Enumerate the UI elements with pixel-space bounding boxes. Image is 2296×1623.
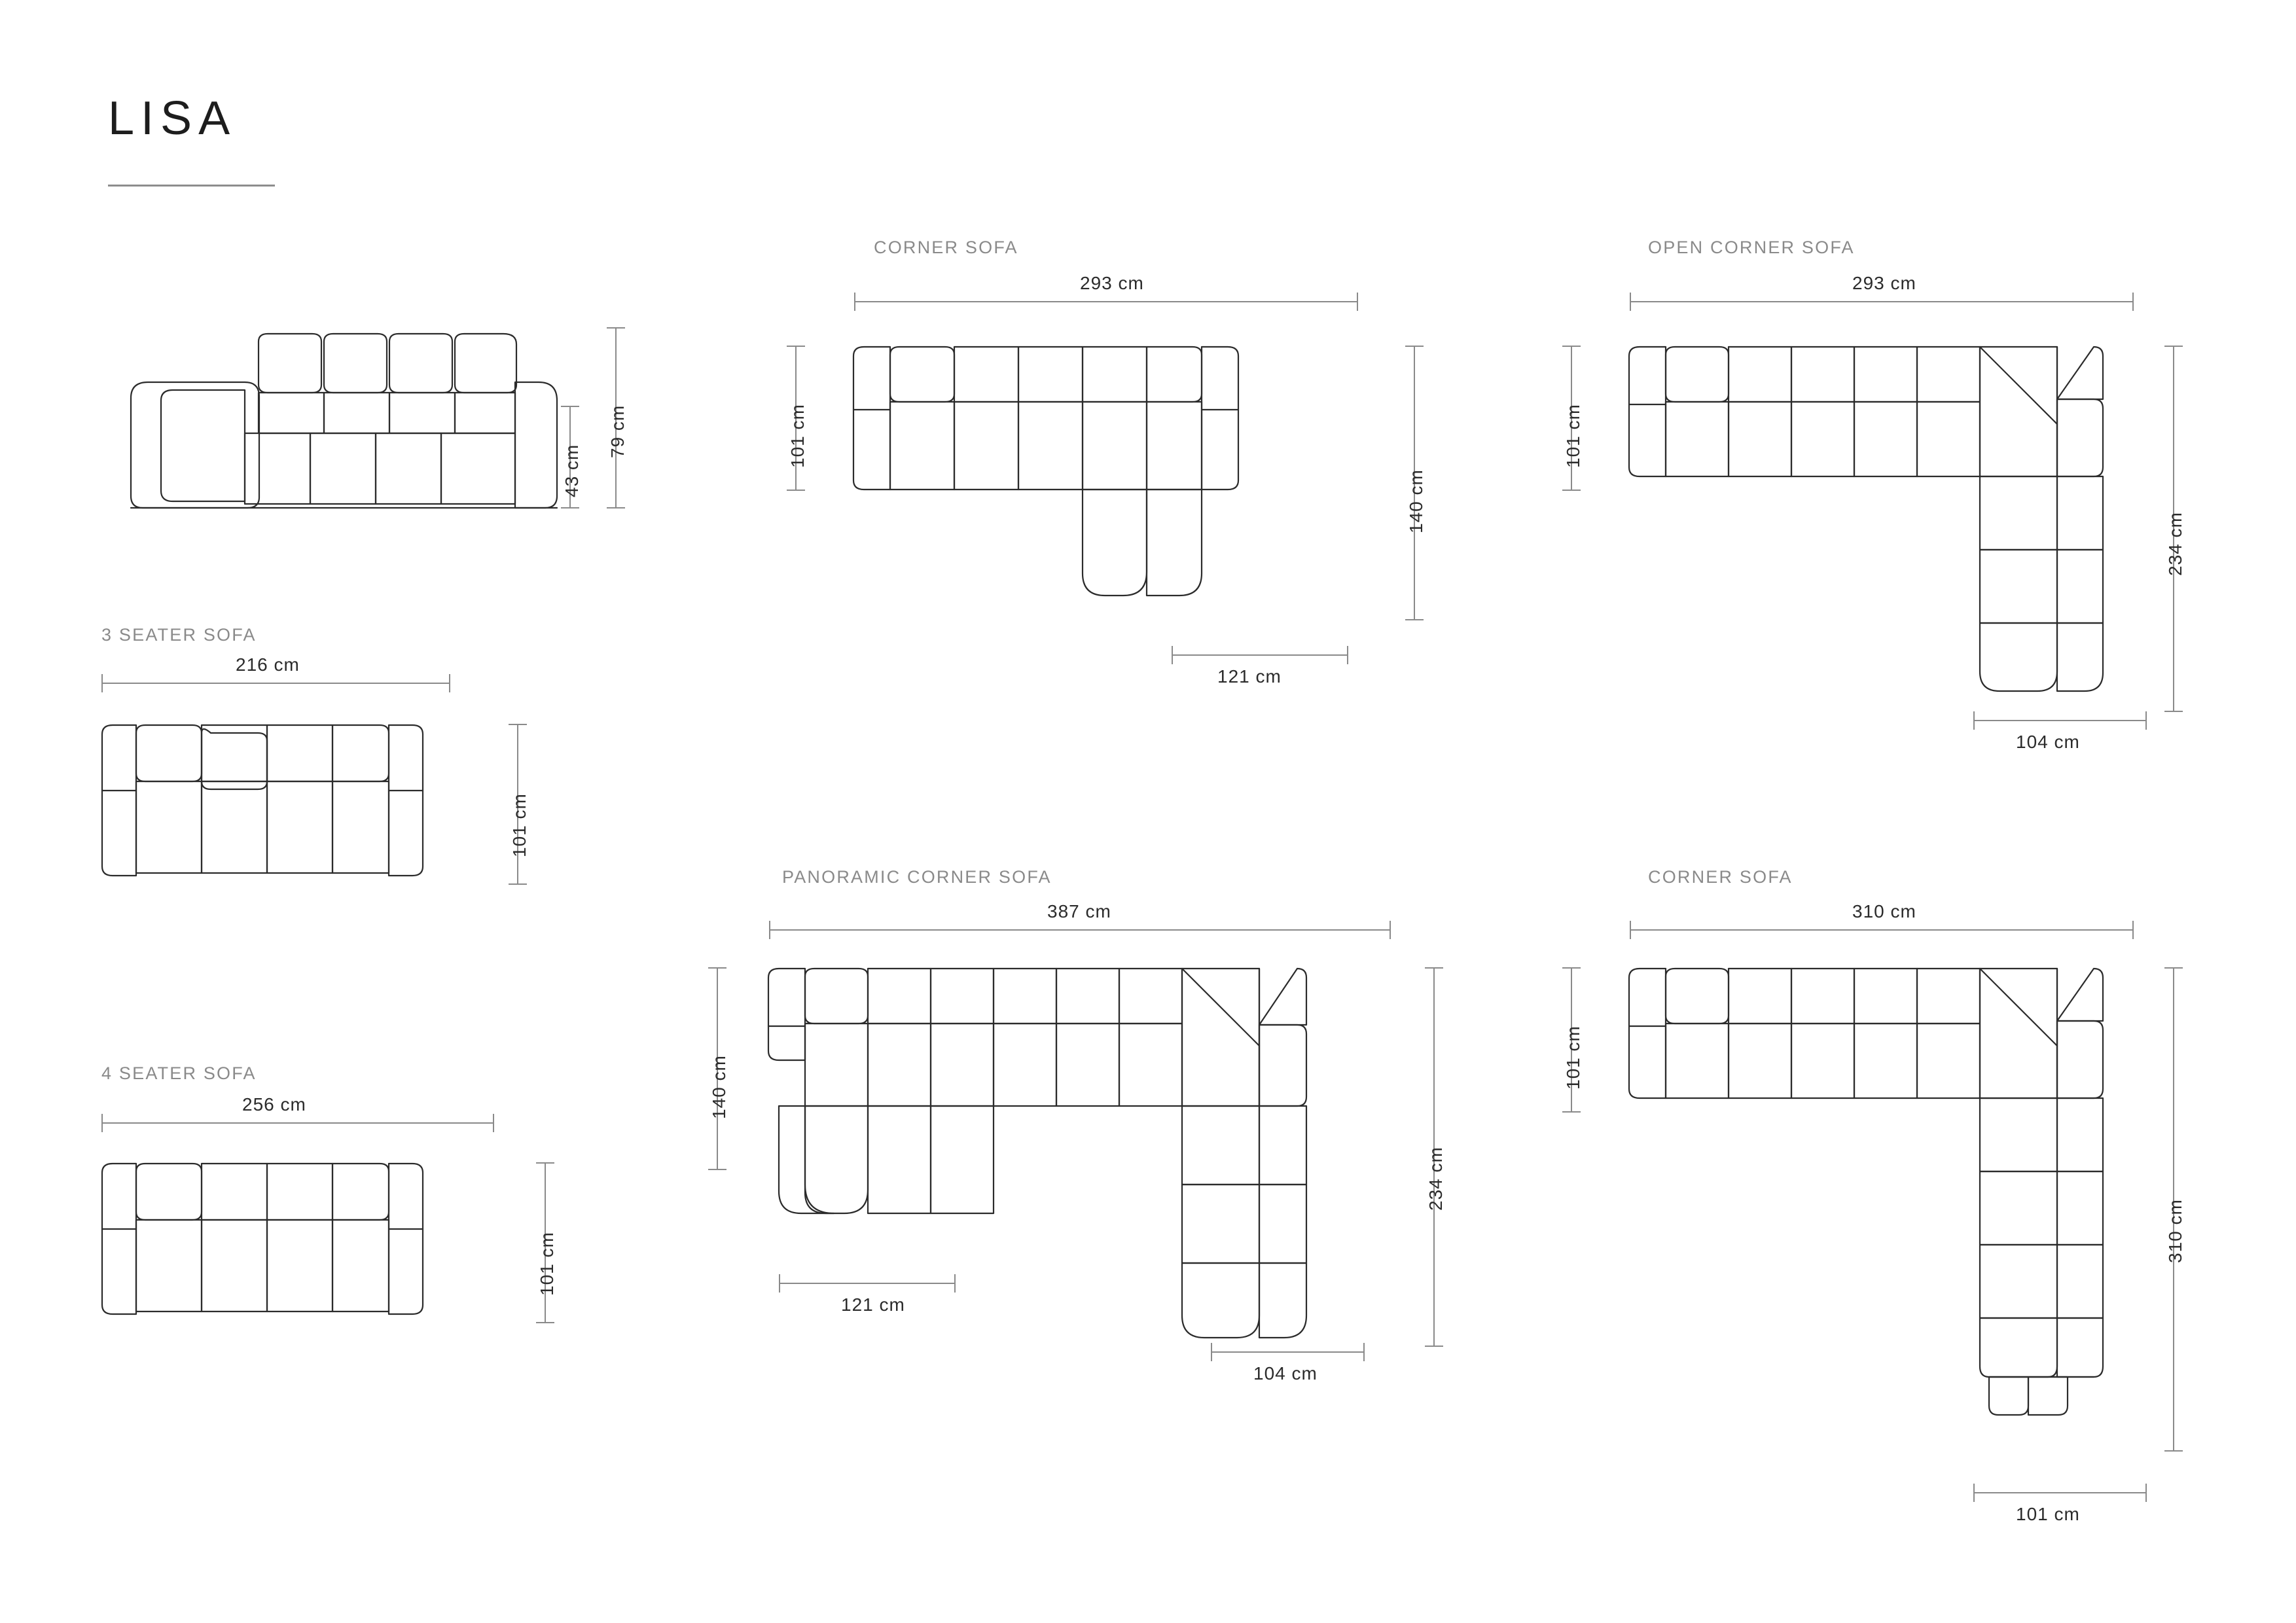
dim-corner310-arm-depth: 101 cm (2016, 1504, 2080, 1524)
dim-corner293-chaise: 121 cm (1217, 666, 1282, 687)
dim-panoramic-depth-left: 140 cm (709, 1055, 729, 1119)
dim-corner293-depth-back: 101 cm (787, 404, 808, 468)
dim-line-corner310-width (1630, 929, 2134, 931)
dim-opencorner-width: 293 cm (1852, 273, 1916, 293)
dim-line-corner293-chaise (1172, 654, 1348, 656)
dim-line-corner293-width (854, 301, 1358, 302)
dim-line-opencorner-width (1630, 301, 2134, 302)
figure-front-view (92, 327, 589, 524)
dim-line-panoramic-chaise (779, 1283, 956, 1284)
dim-3seater-depth: 101 cm (509, 793, 529, 857)
dim-line-4seater-width (101, 1122, 494, 1124)
dim-panoramic-width: 387 cm (1047, 901, 1111, 921)
dim-opencorner-arm-depth: 104 cm (2016, 732, 2080, 752)
figure-4-seater-sofa (92, 1152, 589, 1335)
dim-opencorner-depth-back: 101 cm (1563, 404, 1583, 468)
dim-panoramic-chaise: 121 cm (841, 1294, 905, 1315)
dim-opencorner-depth-total: 234 cm (2165, 512, 2185, 576)
label-3-seater-sofa: 3 SEATER SOFA (101, 625, 257, 645)
label-4-seater-sofa: 4 SEATER SOFA (101, 1063, 257, 1083)
dim-4seater-depth: 101 cm (537, 1232, 557, 1296)
figure-open-corner-sofa (1620, 334, 2144, 700)
dim-line-panoramic-width (769, 929, 1391, 931)
dim-panoramic-arm-depth: 104 cm (1253, 1363, 1318, 1383)
dim-line-corner310-arm-depth (1973, 1492, 2147, 1493)
label-panoramic-corner-sofa: PANORAMIC CORNER SOFA (782, 867, 1052, 887)
brand-title: LISA (108, 92, 237, 145)
dim-3seater-width: 216 cm (236, 654, 300, 675)
dim-corner310-width: 310 cm (1852, 901, 1916, 921)
dim-line-opencorner-arm-depth (1973, 720, 2147, 721)
dim-front-seat-height: 43 cm (562, 444, 582, 497)
dim-panoramic-depth-total: 234 cm (1426, 1147, 1446, 1211)
dim-line-panoramic-arm-depth (1211, 1351, 1365, 1353)
dim-corner310-depth-back: 101 cm (1563, 1026, 1583, 1090)
dim-4seater-width: 256 cm (242, 1094, 306, 1115)
label-open-corner-sofa: OPEN CORNER SOFA (1648, 238, 1855, 257)
label-corner-sofa-310: CORNER SOFA (1648, 867, 1793, 887)
figure-corner-sofa-310 (1620, 955, 2144, 1427)
figure-panoramic-corner-sofa (759, 955, 1414, 1348)
label-corner-sofa-293: CORNER SOFA (874, 238, 1018, 257)
dim-corner293-depth-total: 140 cm (1406, 469, 1426, 533)
dim-corner310-depth-total: 310 cm (2165, 1199, 2185, 1263)
brand-underline (108, 185, 275, 187)
figure-3-seater-sofa (92, 713, 563, 897)
figure-corner-sofa-293 (844, 334, 1368, 609)
dim-line-3seater-width (101, 683, 450, 684)
dim-front-height-total: 79 cm (607, 404, 628, 458)
dim-corner293-width: 293 cm (1080, 273, 1144, 293)
